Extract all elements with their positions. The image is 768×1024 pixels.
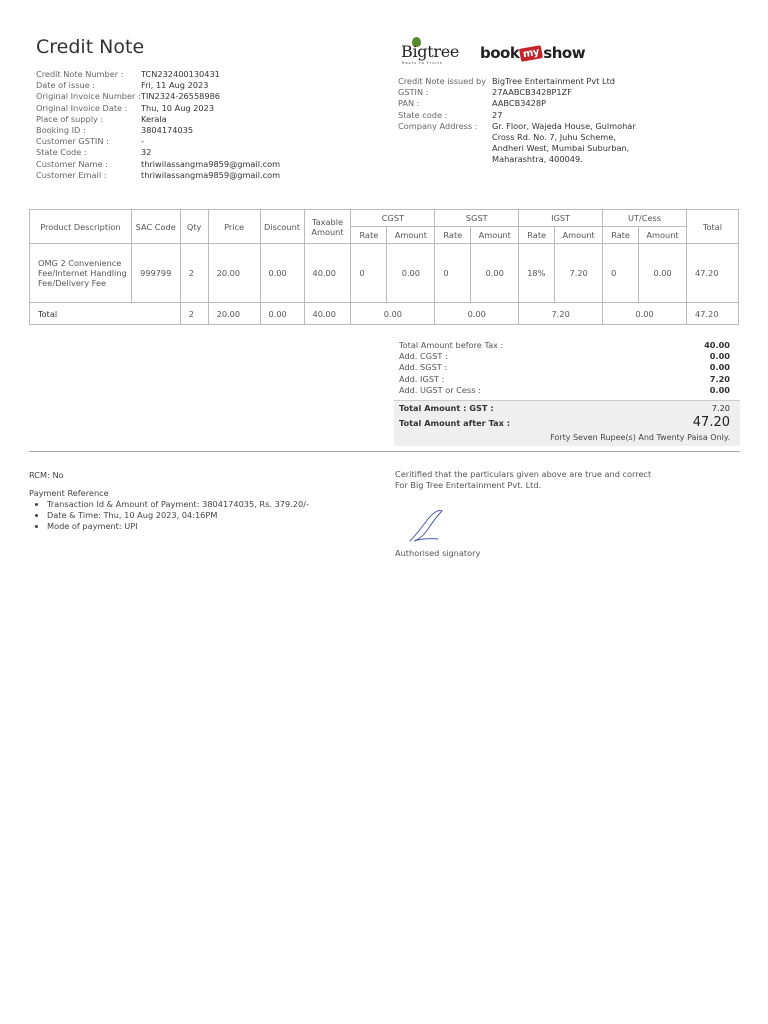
meta-label: Date of issue : [36, 80, 96, 91]
cell-discount: 0.00 [260, 244, 304, 303]
total-discount: 0.00 [260, 303, 304, 325]
col-header-utcess: UT/Cess [603, 210, 687, 227]
bigtree-tagline: Roots to Fruits [402, 61, 443, 65]
subheader-rate: Rate [351, 227, 387, 244]
total-price: 20.00 [208, 303, 260, 325]
cell-sgst-rate: 0 [435, 244, 471, 303]
meta-row [36, 136, 280, 147]
col-header-product: Product Description [30, 210, 132, 244]
credit-note-details [36, 69, 280, 181]
amount-in-words: Forty Seven Rupee(s) And Twenty Paisa Only. [550, 433, 730, 443]
table-total-row [30, 303, 739, 325]
summary-value: 7.20 [709, 373, 730, 384]
col-header-cgst: CGST [351, 210, 435, 227]
meta-value: TIN2324-26558986 [141, 91, 221, 102]
issuer-row [398, 87, 642, 98]
bms-book-text: book [480, 44, 520, 62]
list-item: • Date & Time: Thu, 10 Aug 2023, 04:16PM [47, 510, 309, 521]
cell-price: 20.00 [208, 244, 260, 303]
grand-total-value: 47.20 [692, 415, 730, 431]
total-taxable: 40.00 [304, 303, 351, 325]
meta-row [36, 159, 280, 170]
bookmyshow-logo [480, 42, 585, 64]
cell-total: 47.20 [686, 244, 738, 303]
issuer-label: State code : [398, 109, 448, 120]
total-qty: 2 [180, 303, 208, 325]
meta-label: Place of supply : [36, 113, 104, 124]
summary-value: 0.00 [709, 351, 730, 362]
cell-qty: 2 [180, 244, 208, 303]
meta-row [36, 69, 280, 80]
meta-label: Customer Email : [36, 169, 107, 180]
grand-total-label: Total Amount after Tax : [399, 418, 511, 429]
bigtree-logo [400, 36, 460, 68]
cell-sac: 999799 [131, 244, 180, 303]
meta-value: - [141, 136, 144, 147]
meta-label: Customer GSTIN : [36, 136, 109, 147]
meta-value: Kerala [141, 113, 167, 124]
authorised-signatory: Authorised signatory [395, 548, 481, 558]
summary-value: 0.00 [709, 362, 730, 373]
issuer-label: GSTIN : [398, 87, 429, 98]
meta-row [36, 80, 280, 91]
subheader-amount: Amount [471, 227, 519, 244]
meta-label: Original Invoice Date : [36, 102, 128, 113]
list-item: • Mode of payment: UPI [47, 521, 309, 532]
meta-label: Customer Name : [36, 158, 108, 169]
payment-reference [29, 488, 309, 532]
summary-row [394, 340, 740, 351]
bms-my-text: my [519, 45, 543, 62]
issuer-value: Gr. Floor, Wajeda House, Gulmohar Cross Rd. No. 7, Juhu Scheme, Andheri West, Mumbai Suburban, Maharashtra, 400049. [492, 120, 636, 165]
issuer-row [398, 110, 642, 121]
total-sgst: 0.00 [435, 303, 519, 325]
meta-value: thriwilassangma9859@gmail.com [141, 158, 281, 169]
summary-label: Add. IGST : [399, 373, 445, 384]
summary-row [394, 403, 740, 414]
issuer-value: 27 [492, 109, 503, 120]
meta-label: Original Invoice Number : [36, 91, 141, 102]
total-ut: 0.00 [603, 303, 687, 325]
col-header-sgst: SGST [435, 210, 519, 227]
col-header-price: Price [208, 210, 260, 244]
rcm-label: RCM: [29, 470, 50, 480]
section-divider [29, 451, 740, 452]
bms-show-text: show [543, 44, 586, 62]
issuer-label: Credit Note issued by [398, 76, 487, 86]
col-header-taxable: Taxable Amount [304, 210, 351, 244]
page-title: Credit Note [36, 36, 145, 58]
cell-igst-rate: 18% [519, 244, 555, 303]
meta-row [36, 91, 280, 102]
subheader-amount: Amount [555, 227, 603, 244]
rcm-info [29, 470, 64, 480]
items-table [29, 209, 739, 325]
gst-total-value: 7.20 [711, 402, 730, 413]
meta-label: State Code : [36, 147, 87, 158]
issuer-details [398, 76, 642, 166]
col-header-discount: Discount [260, 210, 304, 244]
subheader-rate: Rate [603, 227, 639, 244]
summary-value: 40.00 [704, 340, 730, 350]
meta-value: TCN232400130431 [141, 69, 220, 79]
cell-ut-rate: 0 [603, 244, 639, 303]
signature-icon [408, 505, 448, 545]
meta-row [36, 114, 280, 125]
certification [395, 469, 651, 491]
meta-label: Credit Note Number : [36, 69, 124, 79]
meta-row [36, 170, 280, 181]
issuer-row [398, 76, 642, 87]
total-label: Total [30, 303, 181, 325]
cell-taxable: 40.00 [304, 244, 351, 303]
total-igst: 7.20 [519, 303, 603, 325]
table-header-row [30, 210, 739, 227]
gst-total-label: Total Amount : GST : [399, 402, 494, 413]
cell-cgst-rate: 0 [351, 244, 387, 303]
issuer-row [398, 121, 642, 166]
issuer-label: PAN : [398, 98, 420, 109]
total-cgst: 0.00 [351, 303, 435, 325]
grand-total-row [394, 414, 740, 432]
cell-ut-amount: 0.00 [639, 244, 687, 303]
cell-igst-amount: 7.20 [555, 244, 603, 303]
tax-summary [394, 340, 740, 446]
cell-product: OMG 2 Convenience Fee/Internet Handling Fee/Delivery Fee [30, 244, 132, 303]
meta-value: Fri, 11 Aug 2023 [141, 80, 209, 91]
summary-label: Total Amount before Tax : [399, 340, 504, 350]
certify-line: For Big Tree Entertainment Pvt. Ltd. [395, 480, 542, 490]
col-header-sac: SAC Code [131, 210, 180, 244]
meta-row [36, 147, 280, 158]
summary-label: Add. UGST or Cess : [399, 384, 481, 395]
subheader-amount: Amount [639, 227, 687, 244]
cell-cgst-amount: 0.00 [387, 244, 435, 303]
issuer-label: Company Address : [398, 120, 478, 131]
summary-value: 0.00 [709, 384, 730, 395]
issuer-value: AABCB3428P [492, 98, 547, 109]
issuer-value: 27AABCB3428P1ZF [492, 87, 572, 98]
issuer-row [398, 98, 642, 109]
meta-value: 32 [141, 147, 152, 158]
summary-row [394, 351, 740, 362]
summary-label: Add. SGST : [399, 362, 448, 373]
summary-label: Add. CGST : [399, 351, 448, 362]
summary-row [394, 374, 740, 385]
col-header-qty: Qty [180, 210, 208, 244]
summary-row [394, 385, 740, 396]
payment-reference-list [29, 499, 309, 532]
list-item: • Transaction Id & Amount of Payment: 3804174035, Rs. 379.20/- [47, 499, 309, 510]
rcm-value: No [52, 470, 64, 480]
col-header-total: Total [686, 210, 738, 244]
meta-row [36, 125, 280, 136]
meta-value: thriwilassangma9859@gmail.com [141, 169, 281, 180]
certify-line: Ceritified that the particulars given above are true and correct [395, 469, 652, 479]
subheader-rate: Rate [435, 227, 471, 244]
total-total: 47.20 [686, 303, 738, 325]
summary-totals-box [394, 400, 740, 446]
table-row [30, 244, 739, 303]
meta-row [36, 103, 280, 114]
summary-row [394, 362, 740, 373]
bigtree-wordmark: Bigtree [401, 42, 460, 61]
meta-value: Thu, 10 Aug 2023 [141, 102, 215, 113]
cell-sgst-amount: 0.00 [471, 244, 519, 303]
payment-reference-title: Payment Reference [29, 488, 109, 498]
col-header-igst: IGST [519, 210, 603, 227]
issuer-value: BigTree Entertainment Pvt Ltd [492, 76, 615, 86]
subheader-amount: Amount [387, 227, 435, 244]
meta-value: 3804174035 [141, 125, 194, 136]
meta-label: Booking ID : [36, 125, 86, 136]
subheader-rate: Rate [519, 227, 555, 244]
